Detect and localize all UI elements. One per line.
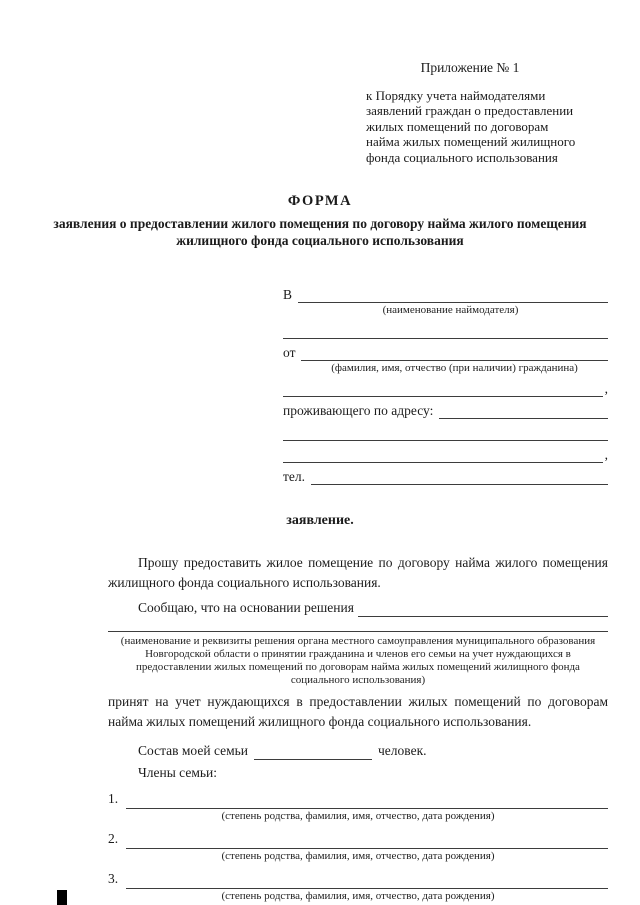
- from-label: от: [283, 345, 296, 360]
- from-caption: (фамилия, имя, отчество (при наличии) гражданина): [331, 362, 578, 374]
- member-row: [108, 785, 608, 809]
- appendix-line-3: жилых помещений по договорам: [366, 118, 549, 134]
- from-field-line-2: [283, 375, 603, 397]
- form-subtitle: заявления о предоставлении жилого помещения по договору найма жилого помещения жилищного фонда социального использования: [53, 216, 587, 248]
- member-entry-1: [108, 785, 608, 823]
- appendix-title: Приложение № 1: [420, 60, 520, 75]
- address-row: [283, 397, 608, 419]
- to-field-line-2: [283, 317, 608, 339]
- family-size-suffix: человек.: [378, 742, 427, 758]
- member-caption: (степень родства, фамилия, имя, отчество, дата рождения): [221, 889, 495, 902]
- member-caption: (степень родства, фамилия, имя, отчество, дата рождения): [221, 849, 495, 862]
- appendix-line-4: найма жилых помещений жилищного: [366, 134, 576, 149]
- paragraph-registered: принят на учет нуждающихся в предоставлении жилых помещений по договорам найма жилых помещений жилищного фонда социального использования.: [108, 694, 608, 729]
- members-label: Члены семьи:: [138, 765, 217, 780]
- basis-caption: (наименование и реквизиты решения органа местного самоуправления муниципального образования Новгородской области о принятии гражданина и членов его семьи на учет нуждающихся в предоставлении жилых помещений по договорам найма жилых помещений жилищного фонда социального использования): [120, 635, 596, 686]
- from-extra-row: [283, 375, 608, 397]
- family-size-label: Состав моей семьи: [138, 742, 249, 758]
- basis-row: [108, 595, 608, 617]
- member-row: [108, 825, 608, 849]
- appendix-line-5: фонда социального использования: [366, 149, 558, 165]
- statement-body: [108, 553, 608, 903]
- address-extra-row-2: [283, 441, 608, 463]
- member-row: [108, 865, 608, 889]
- basis-lead: Сообщаю, что на основании решения: [138, 599, 354, 615]
- from-row: [283, 339, 608, 361]
- address-field-line-2: [283, 419, 608, 441]
- member-number: 1.: [108, 791, 119, 806]
- member-caption: (степень родства, фамилия, имя, отчество, дата рождения): [221, 809, 495, 822]
- address-extra-row-1: [283, 419, 608, 441]
- member-field-line: [126, 825, 608, 849]
- to-caption: (наименование наймодателя): [382, 304, 519, 316]
- phone-row: [283, 463, 608, 485]
- address-label: проживающего по адресу:: [283, 403, 434, 418]
- to-row: [283, 281, 608, 303]
- comma-mark: ,: [604, 381, 608, 396]
- member-field-line: [126, 865, 608, 889]
- member-number: 2.: [108, 831, 119, 846]
- comma-mark: ,: [604, 447, 608, 462]
- address-field-line-3: [283, 441, 603, 463]
- member-entry-3: [108, 865, 608, 903]
- to-extra-row: [283, 317, 608, 339]
- phone-field-line: [311, 463, 608, 485]
- member-entry-2: [108, 825, 608, 863]
- address-field-line: [439, 397, 608, 419]
- appendix-block: [366, 60, 604, 165]
- form-title: ФОРМА: [287, 193, 353, 209]
- appendix-line-2: заявлений граждан о предоставлении: [366, 103, 574, 118]
- family-size-row: [108, 736, 608, 760]
- basis-field-line: [358, 595, 608, 617]
- paragraph-request: Прошу предоставить жилое помещение по договору найма жилого помещения жилищного фонда социального использования.: [108, 555, 608, 590]
- basis-field-line-2: [108, 617, 608, 632]
- member-number: 3.: [108, 871, 119, 886]
- phone-label: тел.: [283, 469, 306, 484]
- to-field-line: [298, 281, 608, 303]
- statement-title: заявление.: [286, 513, 354, 528]
- addressee-block: [283, 281, 608, 485]
- to-label: В: [283, 287, 293, 302]
- appendix-line-1: к Порядку учета наймодателями: [366, 87, 546, 103]
- member-field-line: [126, 785, 608, 809]
- from-field-line: [301, 339, 608, 361]
- family-size-field-line: [254, 736, 372, 760]
- scan-artifact: [57, 890, 67, 905]
